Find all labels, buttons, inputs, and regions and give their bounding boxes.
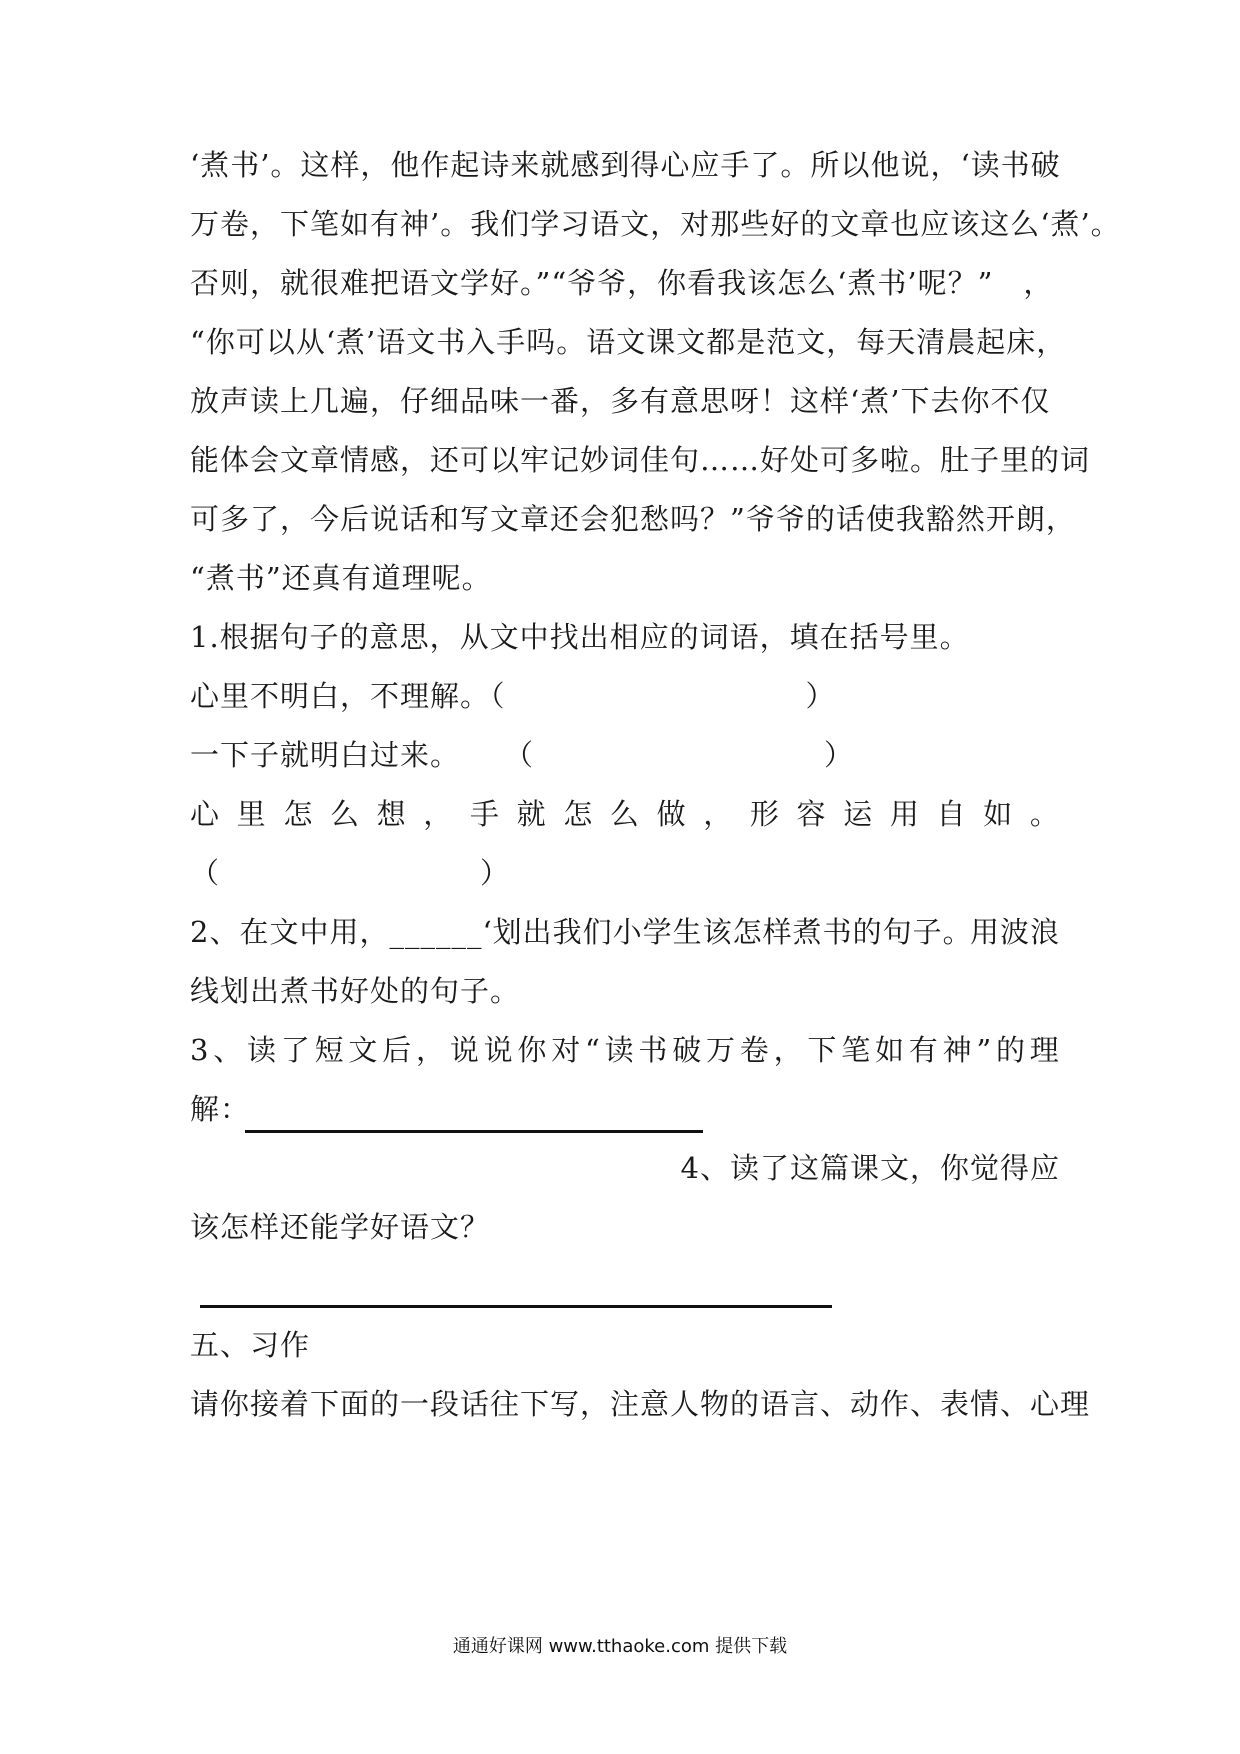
question-3-line-1-char: 理 [1029,1033,1060,1067]
question-1-item-c-char: 运 [843,797,874,831]
question-3-line-1 [190,1030,1060,1070]
question-3-line-1-char: 读 [604,1033,635,1067]
question-3-line-1-char: 对 [551,1033,582,1067]
question-1-item-c-char: 自 [936,797,967,831]
passage-line-5: 放声读上几遍，仔细品味一番，多有意思呀！这样‘煮’下去你不仅 [190,384,1051,418]
question-1-item-c-char: 就 [516,797,547,831]
question-1-item-c-char: 。 [1029,797,1060,831]
question-3-answer-line[interactable] [245,1130,703,1133]
question-1-item-c-char: 怎 [563,797,594,831]
question-3-line-1-char: 你 [517,1033,548,1067]
question-1-item-c-close-paren: ） [480,856,511,890]
passage-line-7: 可多了，今后说话和写文章还会犯愁吗？”爷爷的话使我豁然开朗， [190,502,1076,536]
question-1-item-a-text: 心里不明白，不理解。（ [190,679,506,713]
question-1-item-c-char: ， [703,797,734,831]
passage-line-3: 否则，就很难把语文学好。”“爷爷，你看我该怎么‘煮书’呢？” ， [190,266,1054,300]
question-1-item-b-text: 一下子就明白过来。 [190,738,461,772]
question-3-line-1-char: ” [976,1033,993,1067]
passage-line-6: 能体会文章情感，还可以牢记妙词佳句……好处可多啦。肚子里的词 [190,443,1091,477]
question-3-line-1-char: 3 [190,1033,210,1067]
question-2-line-1-main: 2、在文中用，______‘划出我们小学生该怎样煮书的句子。 [190,915,973,949]
footer-download-note: 通通好课网 www.tthaoke.com 提供下载 [452,1636,788,1657]
question-3-line-1-char: 万 [706,1033,737,1067]
section-5-title: 五、习作 [190,1328,311,1362]
passage-line-2: 万卷，下笔如有神’。我们学习语文，对那些好的文章也应该这么‘煮’。 [190,207,1121,241]
question-3-line-1-char: 后 [382,1033,413,1067]
question-3-line-1-char: 有 [908,1033,939,1067]
question-4-line-2: 该怎样还能学好语文？ [190,1210,491,1244]
question-1-item-c-char: 么 [329,797,360,831]
question-3-line-1-char: 的 [995,1033,1026,1067]
question-3-line-1-char: 说 [483,1033,514,1067]
question-1-item-b-open-paren: （ [504,738,535,772]
question-1-item-c-char: 里 [236,797,267,831]
question-4-line-1: 4、读了这篇课文，你觉得应 [680,1151,1060,1185]
question-1-item-b [190,735,1060,775]
passage-line-8: “煮书”还真有道理呢。 [190,561,492,595]
question-3-line-1-char: “ [585,1033,601,1067]
question-2-line-1-tail: 用波浪 [969,915,1060,949]
question-3-line-1-char: ， [773,1033,804,1067]
question-1-item-c-char: ， [423,797,454,831]
question-3-line-1-char: 读 [247,1033,278,1067]
question-1-item-c-char: 形 [749,797,780,831]
question-3-line-1-char: 破 [672,1033,703,1067]
question-3-line-1-char: 书 [638,1033,669,1067]
question-3-line-1-char: 卷 [739,1033,770,1067]
question-4-answer-line[interactable] [200,1305,832,1308]
question-3-line-1-char: 笔 [841,1033,872,1067]
question-3-line-1-char: 如 [874,1033,905,1067]
question-2-line-1 [190,912,1060,952]
question-3-line-1-char: ， [416,1033,447,1067]
question-1-item-c-char: 容 [796,797,827,831]
question-1-item-b-close-paren: ） [824,738,855,772]
question-2-line-2: 线划出煮书好处的句子。 [190,974,521,1008]
question-1-item-a-close-paren: ） [805,679,836,713]
question-3-line-1-char: 下 [807,1033,838,1067]
question-1-title: 1.根据句子的意思，从文中找出相应的词语，填在括号里。 [190,620,970,654]
question-1-item-c-char: 怎 [283,797,314,831]
section-5-prompt: 请你接着下面的一段话往下写，注意人物的语言、动作、表情、心理 [190,1387,1091,1421]
question-3-line-2: 解： [190,1092,251,1126]
passage-line-4: “你可以从‘煮’语文书入手吗。语文课文都是范文，每天清晨起床， [190,325,1067,359]
question-1-item-a [190,676,1060,716]
question-1-item-c-char: 手 [469,797,500,831]
question-1-item-c-char: 做 [656,797,687,831]
question-3-line-1-char: 神 [942,1033,973,1067]
question-1-item-c-char: 想 [376,797,407,831]
question-3-line-1-char: 文 [348,1033,379,1067]
question-1-item-c [190,794,1060,834]
question-1-item-c-char: 用 [889,797,920,831]
question-1-item-c-open-paren: （ [190,856,221,890]
passage-line-1: ‘煮书’。这样，他作起诗来就感到得心应手了。所以他说，‘读书破 [190,148,1061,182]
question-3-line-1-char: 、 [213,1033,244,1067]
question-3-line-1-char: 说 [449,1033,480,1067]
question-1-item-c-char: 么 [609,797,640,831]
question-1-item-c-char: 心 [190,797,221,831]
question-3-line-1-char: 短 [314,1033,345,1067]
question-1-item-c-paren [190,853,1060,893]
question-1-item-c-char: 如 [983,797,1014,831]
question-3-line-1-char: 了 [280,1033,311,1067]
